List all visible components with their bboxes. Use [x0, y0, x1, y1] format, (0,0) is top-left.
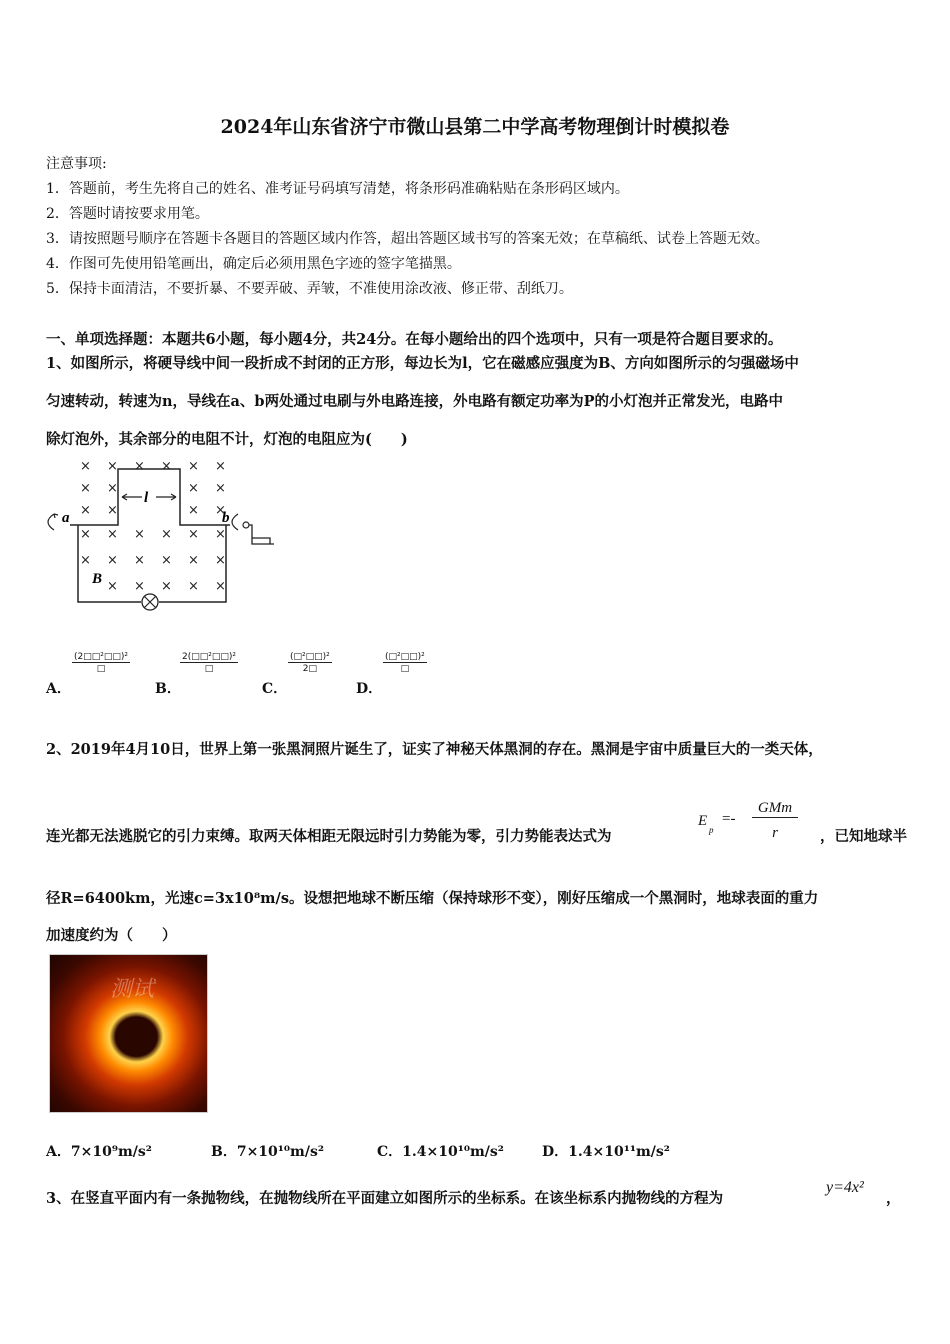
field-cross: ×: [80, 459, 91, 474]
field-cross: ×: [188, 553, 199, 568]
section-heading: 一、单项选择题：本题共6小题，每小题4分，共24分。在每小题给出的四个选项中，只有一项是符合题目要求的。: [46, 331, 783, 348]
notice-item-2: 2．答题时请按要求用笔。: [46, 206, 209, 222]
field-cross: ×: [215, 579, 226, 594]
q2-line-2b: ，已知地球半: [820, 828, 907, 845]
field-cross: ×: [188, 579, 199, 594]
field-cross: ×: [215, 503, 226, 518]
field-cross: ×: [215, 481, 226, 496]
label-b: b: [222, 510, 230, 526]
length-arrow: [122, 494, 176, 500]
q1-option-b-label: B．: [155, 681, 181, 697]
notice-item-5: 5．保持卡面清洁，不要折暴、不要弄破、弄皱，不准使用涂改液、修正带、刮纸刀。: [46, 281, 573, 297]
fraction-denominator: 2□: [302, 664, 317, 674]
field-cross: ×: [107, 527, 118, 542]
q2-option-b: B．7×10¹⁰m/s²: [211, 1144, 324, 1160]
fraction-numerator: (□²□□)²: [385, 652, 425, 662]
formula-sub: p: [709, 825, 714, 835]
field-cross: ×: [80, 503, 91, 518]
coil-wire: [70, 469, 230, 525]
label-l: l: [144, 490, 149, 506]
field-cross: ×: [107, 459, 118, 474]
formula-lhs: E: [698, 813, 708, 829]
field-cross: ×: [80, 553, 91, 568]
q2-option-d: D．1.4×10¹¹m/s²: [542, 1144, 670, 1160]
field-cross: ×: [188, 527, 199, 542]
q1-line-3: 除灯泡外，其余部分的电阻不计，灯泡的电阻应为( ): [46, 431, 408, 448]
page-title: 2024年山东省济宁市微山县第二中学高考物理倒计时模拟卷: [220, 116, 730, 138]
q2-line-3: 径R=6400km，光速c=3x10⁸m/s。设想把地球不断压缩（保持球形不变），刚好压缩成一个黑洞时，地球表面的重力: [46, 890, 819, 907]
field-cross: ×: [107, 579, 118, 594]
field-cross: ×: [161, 579, 172, 594]
field-cross: ×: [215, 527, 226, 542]
q1-option-d-label: D．: [356, 681, 383, 697]
potential-energy-formula: [698, 800, 810, 845]
q1-line-2: 匀速转动，转速为n，导线在a、b两处通过电刷与外电路连接，外电路有额定功率为P的小灯泡并正常发光，电路中: [46, 393, 783, 410]
q1-option-c-fraction: [288, 652, 332, 674]
q1-option-a-label: A．: [46, 681, 71, 697]
fraction-denominator: □: [96, 664, 106, 674]
watermark: 测试: [110, 977, 155, 1002]
q1-option-c-label: C．: [262, 681, 288, 697]
field-cross: ×: [134, 527, 145, 542]
q2-line-2a: 连光都无法逃脱它的引力束缚。取两天体相距无限远时引力势能为零，引力势能表达式为: [46, 828, 612, 845]
q1-option-a-fraction: [72, 652, 130, 674]
q3-tail: ，: [886, 1190, 901, 1207]
field-cross: ×: [188, 459, 199, 474]
notice-item-1: 1．答题前，考生先将自己的姓名、准考证号码填写清楚，将条形码准确粘贴在条形码区域内。: [46, 181, 629, 197]
field-cross: ×: [215, 459, 226, 474]
field-cross: ×: [107, 553, 118, 568]
field-cross: ×: [161, 527, 172, 542]
q1-option-d-fraction: [383, 652, 427, 674]
field-cross: ×: [134, 459, 145, 474]
q1-coil-figure: [40, 452, 285, 617]
q2-option-a: A．7×10⁹m/s²: [46, 1144, 152, 1160]
formula-den: r: [772, 825, 778, 841]
q2-option-c: C．1.4×10¹⁰m/s²: [377, 1144, 504, 1160]
label-B: B: [92, 571, 103, 587]
q1-option-b-fraction: [180, 652, 238, 674]
crank-handle: [246, 525, 274, 544]
field-cross: ×: [80, 527, 91, 542]
fraction-denominator: □: [204, 664, 214, 674]
field-cross: ×: [161, 553, 172, 568]
q2-line-4: 加速度约为（ ）: [46, 927, 177, 944]
q1-line-1: 1、如图所示，将硬导线中间一段折成不封闭的正方形，每边长为l，它在磁感应强度为B、方向如图所示的匀强磁场中: [46, 355, 799, 372]
rotation-arrow-right: [232, 514, 238, 530]
notice-item-3: 3．请按照题号顺序在答题卡各题目的答题区域内作答，超出答题区域书写的答案无效；在草稿纸、试卷上答题无效。: [46, 231, 769, 247]
formula-num: GMm: [752, 800, 798, 818]
fraction-numerator: 2(□□²□□)²: [182, 652, 236, 662]
notice-heading: 注意事项:: [46, 156, 107, 172]
fraction-numerator: (□²□□)²: [290, 652, 330, 662]
field-cross: ×: [107, 481, 118, 496]
formula-eq: =-: [722, 811, 736, 827]
field-cross: ×: [188, 481, 199, 496]
fraction-denominator: □: [400, 664, 410, 674]
fraction-numerator: (2□□²□□)²: [74, 652, 128, 662]
field-cross: ×: [107, 503, 118, 518]
field-cross: ×: [215, 553, 226, 568]
q2-line-1: 2、2019年4月10日，世界上第一张黑洞照片诞生了，证实了神秘天体黑洞的存在。黑洞是宇宙中质量巨大的一类天体，: [46, 741, 823, 758]
label-a: a: [62, 510, 70, 526]
external-circuit: [78, 525, 226, 602]
parabola-formula: y=4x²: [826, 1179, 864, 1196]
rotation-arrow-left: [48, 514, 54, 530]
notice-item-4: 4．作图可先使用铅笔画出，确定后必须用黑色字迹的签字笔描黑。: [46, 256, 461, 272]
field-cross: ×: [134, 553, 145, 568]
field-cross: ×: [80, 481, 91, 496]
field-cross: ×: [161, 459, 172, 474]
field-cross: ×: [188, 503, 199, 518]
field-cross: ×: [134, 579, 145, 594]
q3-line-1: 3、在竖直平面内有一条抛物线，在抛物线所在平面建立如图所示的坐标系。在该坐标系内抛物线的方程为: [46, 1190, 724, 1207]
